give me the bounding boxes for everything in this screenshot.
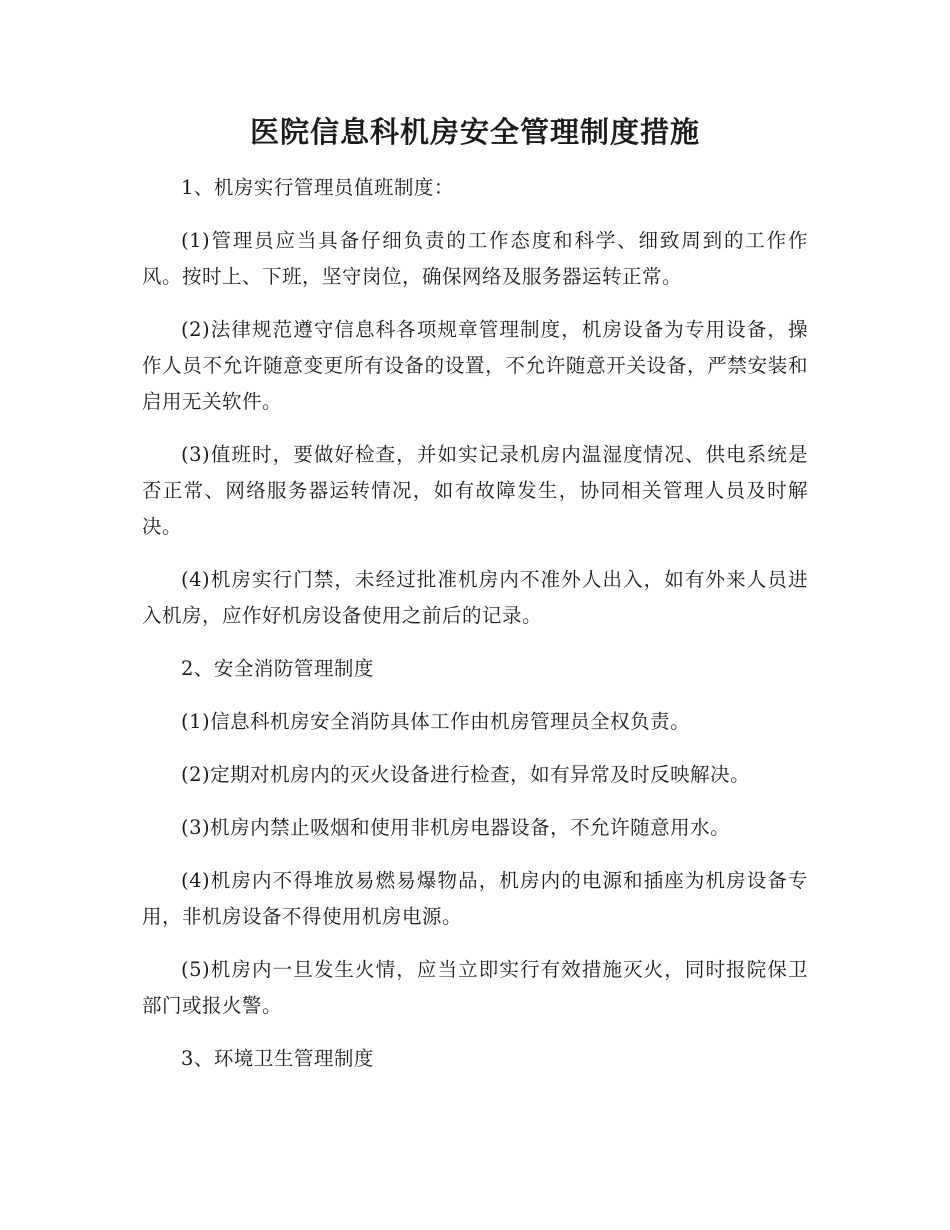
paragraph-fire-1: (1)信息科机房安全消防具体工作由机房管理员全权负责。 xyxy=(181,710,691,733)
section-heading-duty: 1、机房实行管理员值班制度： xyxy=(181,176,454,199)
paragraph-fire-2: (2)定期对机房内的灭火设备进行检查，如有异常及时反映解决。 xyxy=(181,763,751,786)
paragraph-fire-4: (4)机房内不得堆放易燃易爆物品，机房内的电源和插座为机房设备专用，非机房设备不得使用机房电源。 xyxy=(142,869,808,928)
section-heading-fire-safety: 2、安全消防管理制度 xyxy=(181,657,374,680)
paragraph-duty-1: (1)管理员应当具备仔细负责的工作态度和科学、细致周到的工作作风。按时上、下班，坚守岗位，确保网络及服务器运转正常。 xyxy=(142,229,808,288)
paragraph-duty-3: (3)值班时，要做好检查，并如实记录机房内温湿度情况、供电系统是否正常、网络服务器运转情况，如有故障发生，协同相关管理人员及时解决。 xyxy=(142,443,808,538)
paragraph-fire-5: (5)机房内一旦发生火情，应当立即实行有效措施灭火，同时报院保卫部门或报火警。 xyxy=(142,958,808,1017)
paragraph-duty-2: (2)法律规范遵守信息科各项规章管理制度，机房设备为专用设备，操作人员不允许随意变更所有设备的设置，不允许随意开关设备，严禁安装和启用无关软件。 xyxy=(142,318,808,413)
document-title: 医院信息科机房安全管理制度措施 xyxy=(249,115,700,149)
section-heading-hygiene: 3、环境卫生管理制度 xyxy=(181,1047,374,1070)
paragraph-fire-3: (3)机房内禁止吸烟和使用非机房电器设备，不允许随意用水。 xyxy=(181,816,731,839)
paragraph-duty-4: (4)机房实行门禁，未经过批准机房内不准外人出入，如有外来人员进入机房，应作好机房设备使用之前后的记录。 xyxy=(142,568,808,627)
